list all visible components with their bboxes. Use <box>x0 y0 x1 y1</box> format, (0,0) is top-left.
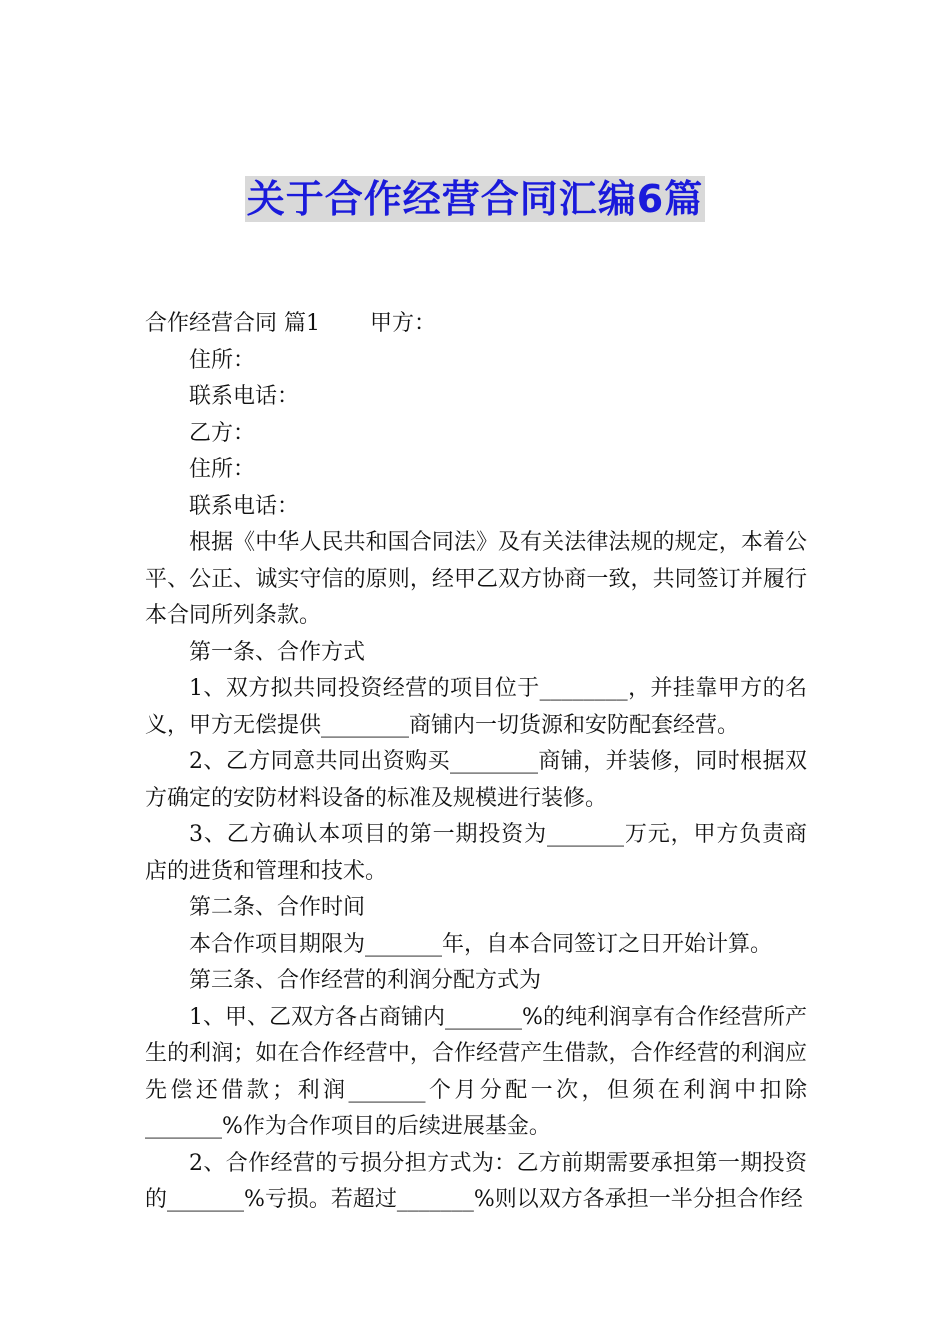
article-1-clause-3: 3、乙方确认本项目的第一期投资为_______万元，甲方负责商店的进货和管理和技术。 <box>145 822 807 884</box>
party-a-label: 甲方： <box>370 311 437 336</box>
party-a-phone: 联系电话： <box>189 384 300 409</box>
party-b-address: 住所： <box>189 457 256 482</box>
title-container <box>0 176 950 222</box>
document-body <box>145 306 807 1219</box>
party-b-phone: 联系电话： <box>189 493 300 519</box>
article-3-clause-1: 1、甲、乙双方各占商铺内_______%的纯利润享有合作经营所产生的利润；如在合作经营中，合作经营产生借款，合作经营的利润应先偿还借款；利润_______个月分配一次，但须在利润中扣除_______%作为合作项目的后续进展基金。 <box>145 1004 807 1139</box>
party-a-address: 住所： <box>189 347 256 373</box>
intro-paragraph: 根据《中华人民共和国合同法》及有关法律法规的规定，本着公平、公正、诚实守信的原则，经甲乙双方协商一致，共同签订并履行本合同所列条款。 <box>145 530 807 628</box>
document-title: 关于合作经营合同汇编6篇 <box>246 177 704 221</box>
article-2-body: 本合作项目期限为_______年，自本合同签订之日开始计算。 <box>189 931 773 957</box>
article-3-title: 第三条、合作经营的利润分配方式为 <box>189 968 542 993</box>
section-title: 合作经营合同 篇1 <box>145 311 320 336</box>
article-3-clause-2: 2、合作经营的亏损分担方式为：乙方前期需要承担第一期投资的_______%亏损。若超过_______%则以双方各承担一半分担合作经 <box>145 1150 807 1212</box>
article-1-clause-2: 2、乙方同意共同出资购买________商铺，并装修，同时根据双方确定的安防材料设备的标准及规模进行装修。 <box>145 749 807 811</box>
article-1-title: 第一条、合作方式 <box>189 639 366 665</box>
article-2-title: 第二条、合作时间 <box>189 895 366 920</box>
section-header-line <box>145 306 807 343</box>
party-b-label: 乙方： <box>189 420 256 446</box>
article-1-clause-1: 1、双方拟共同投资经营的项目位于________，并挂靠甲方的名义，甲方无偿提供________商铺内一切货源和安防配套经营。 <box>145 676 807 738</box>
